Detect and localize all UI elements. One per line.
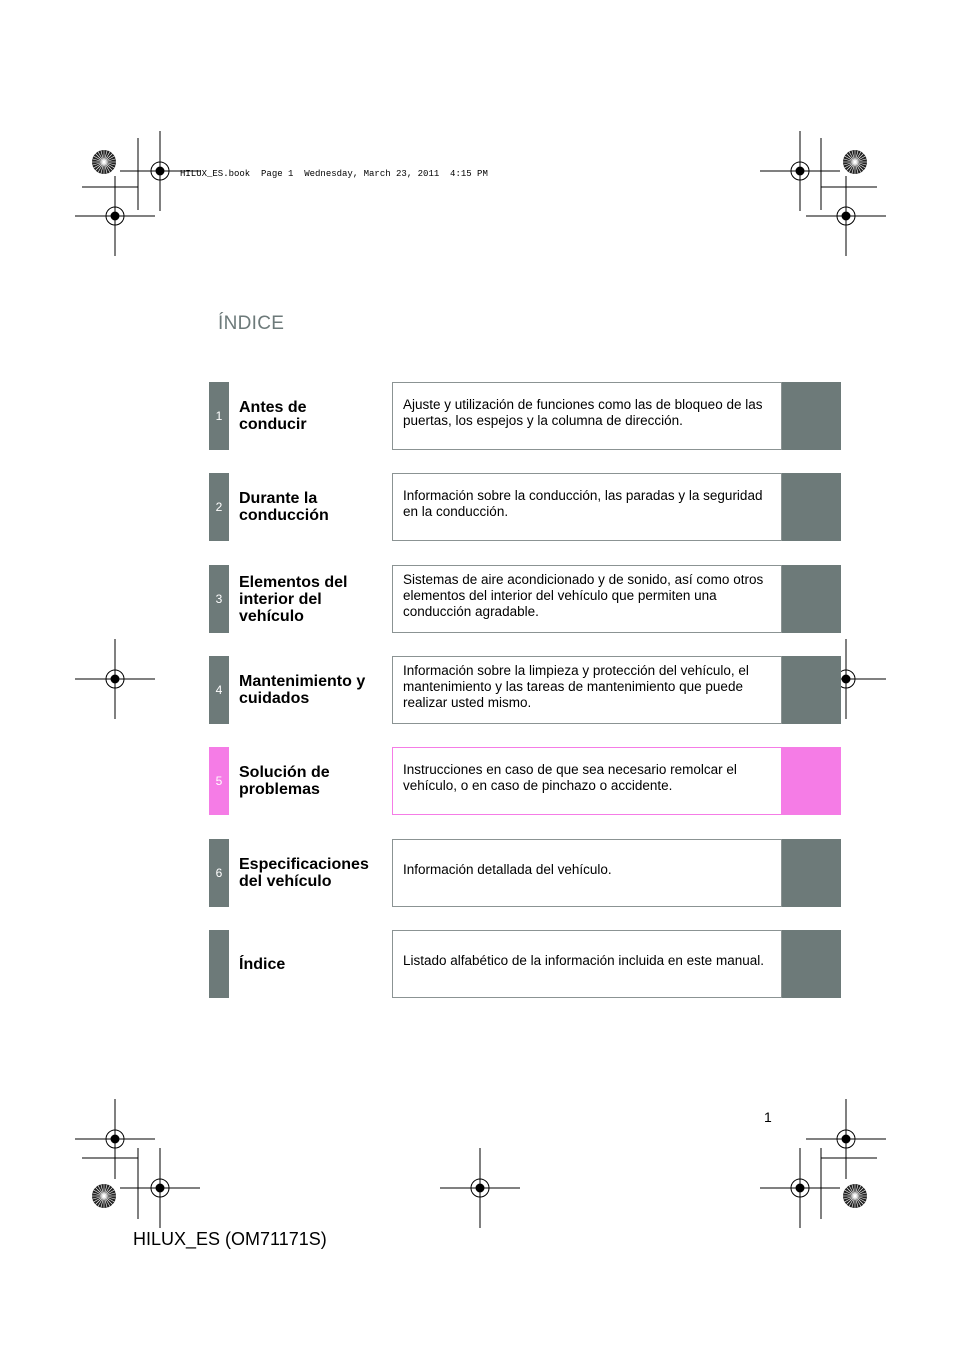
chapter-description: Información sobre la conducción, las paradas y la seguridad en la conducción.	[392, 473, 782, 541]
chapter-title[interactable]: Mantenimiento y cuidados	[239, 673, 366, 707]
toc-row[interactable]	[209, 839, 841, 907]
chapter-description: Listado alfabético de la información incluida en este manual.	[392, 930, 782, 998]
crosshair-mark	[440, 1148, 520, 1228]
section-number: 1	[209, 382, 229, 450]
chapter-tab[interactable]	[782, 656, 841, 724]
section-number: 6	[209, 839, 229, 907]
section-number: 4	[209, 656, 229, 724]
toc-row[interactable]	[209, 656, 841, 724]
chapter-tab[interactable]	[782, 839, 841, 907]
toc-row[interactable]	[209, 565, 841, 633]
crosshair-mark	[75, 1099, 155, 1179]
crosshair-mark	[806, 1099, 886, 1179]
chapter-description: Sistemas de aire acondicionado y de sonido, así como otros elementos del interior del vehículo que permiten una conducción agradable.	[392, 565, 782, 633]
chapter-description: Ajuste y utilización de funciones como las de bloqueo de las puertas, los espejos y la columna de dirección.	[392, 382, 782, 450]
chapter-title[interactable]: Solución de problemas	[239, 764, 330, 798]
section-number: 3	[209, 565, 229, 633]
chapter-tab[interactable]	[782, 382, 841, 450]
chapter-tab[interactable]	[782, 565, 841, 633]
chapter-title[interactable]: Durante la conducción	[239, 490, 329, 524]
page-number: 1	[764, 1109, 772, 1125]
section-number	[209, 930, 229, 998]
section-number: 5	[209, 747, 229, 815]
crosshair-mark	[760, 1148, 840, 1228]
page-title: ÍNDICE	[218, 313, 285, 334]
section-number: 2	[209, 473, 229, 541]
chapter-tab[interactable]	[782, 473, 841, 541]
toc-row[interactable]	[209, 473, 841, 541]
chapter-tab[interactable]	[782, 747, 841, 815]
chapter-title[interactable]: Elementos del interior del vehículo	[239, 573, 348, 625]
book-stamp: HILUX_ES.book Page 1 Wednesday, March 23, 2011 4:15 PM	[180, 169, 488, 179]
chapter-tab[interactable]	[782, 930, 841, 998]
chapter-description: Información sobre la limpieza y protección del vehículo, el mantenimiento y las tareas de mantenimiento que puede realizar usted mismo.	[392, 656, 782, 724]
toc-row[interactable]	[209, 747, 841, 815]
crosshair-mark	[760, 131, 840, 211]
chapter-title[interactable]: Índice	[239, 955, 286, 973]
crosshair-mark	[120, 1148, 200, 1228]
toc-row[interactable]	[209, 930, 841, 998]
crosshair-mark	[75, 176, 155, 256]
chapter-title[interactable]: Especificaciones del vehículo	[239, 856, 369, 890]
chapter-title[interactable]: Antes de conducir	[239, 399, 307, 433]
toc-row[interactable]	[209, 382, 841, 450]
chapter-description: Información detallada del vehículo.	[392, 839, 782, 907]
crosshair-mark	[75, 639, 155, 719]
chapter-description: Instrucciones en caso de que sea necesario remolcar el vehículo, o en caso de pinchazo o accidente.	[392, 747, 782, 815]
crosshair-mark	[806, 176, 886, 256]
document-code: HILUX_ES (OM71171S)	[133, 1229, 327, 1249]
